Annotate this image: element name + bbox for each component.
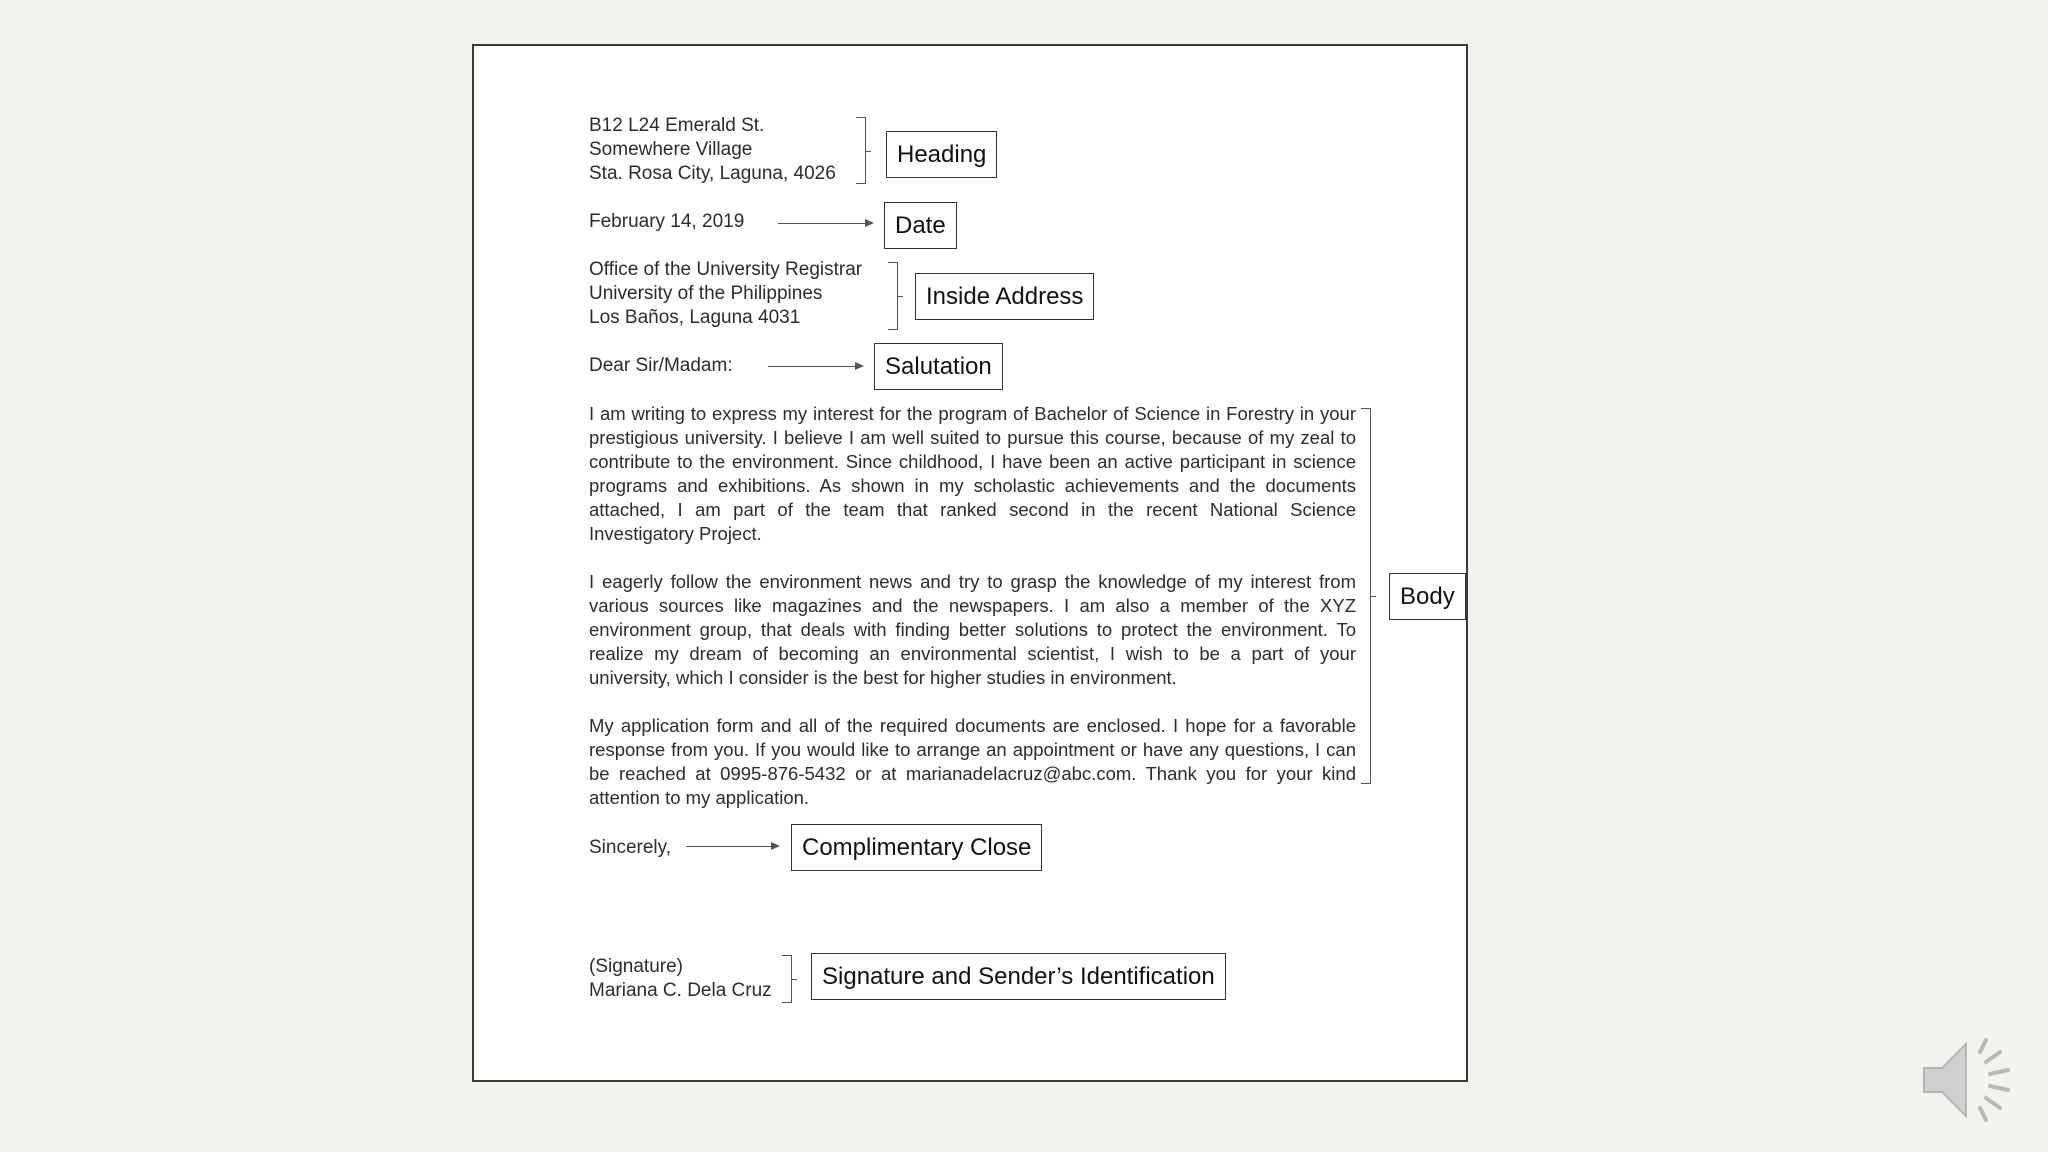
body-paragraph-2: I eagerly follow the environment news and try to grasp the knowledge of my interest from various sources like magazines and the newspapers. I am also a member of the XYZ environment group, that deals with finding better solutions to protect the environment. To realize my dream of becoming an environmental scientist, I wish to be a part of your university, which I consider is the best for higher studies in environment. xyxy=(589,571,1356,688)
speaker-icon-graphic xyxy=(1920,1028,2024,1128)
heading-line: Sta. Rosa City, Laguna, 4026 xyxy=(589,163,836,184)
heading-line: B12 L24 Emerald St. xyxy=(589,115,765,136)
heading-brace xyxy=(856,117,866,184)
inside-address-line: Los Baños, Laguna 4031 xyxy=(589,307,801,328)
date-arrow xyxy=(778,223,872,224)
body-label: Body xyxy=(1389,573,1466,620)
body-paragraph-1: I am writing to express my interest for the program of Bachelor of Science in Forestry in your prestigious university. I believe I am well suited to pursue this course, because of my zeal to contribute to the environment. Since childhood, I have been an active participant in science programs and exhibitions. As shown in my scholastic achievements and the documents attached, I am part of the team that ranked second in the recent National Science Investigatory Project. xyxy=(589,403,1356,544)
date-label: Date xyxy=(884,202,957,249)
close-label: Complimentary Close xyxy=(791,824,1042,871)
signature-line: Mariana C. Dela Cruz xyxy=(589,980,772,1001)
close-block xyxy=(589,836,671,860)
speaker-icon[interactable] xyxy=(1920,1028,2024,1128)
inside-address-line: Office of the University Registrar xyxy=(589,259,863,280)
signature-block xyxy=(589,955,772,1003)
salutation-arrow xyxy=(768,366,862,367)
close-arrow xyxy=(686,846,778,847)
signature-line: (Signature) xyxy=(589,956,683,977)
salutation-text: Dear Sir/Madam: xyxy=(589,355,733,376)
salutation-label: Salutation xyxy=(874,343,1003,390)
inside-address-brace xyxy=(888,262,898,330)
signature-brace xyxy=(782,955,792,1003)
inside-address-label: Inside Address xyxy=(915,273,1094,320)
heading-block xyxy=(589,114,836,186)
letter-sheet xyxy=(472,44,1468,1082)
close-text: Sincerely, xyxy=(589,837,672,858)
inside-address-line: University of the Philippines xyxy=(589,283,823,304)
heading-label: Heading xyxy=(886,131,997,178)
signature-label: Signature and Sender’s Identification xyxy=(811,953,1226,1000)
inside-address-block xyxy=(589,258,862,330)
heading-line: Somewhere Village xyxy=(589,139,753,160)
salutation-block xyxy=(589,354,733,378)
date-block xyxy=(589,210,744,234)
body-paragraph-3: My application form and all of the required documents are enclosed. I hope for a favorable response from you. If you would like to arrange an appointment or have any questions, I can be reached at 0995-876-5432 or at marianadelacruz@abc.com. Thank you for your kind attention to my application. xyxy=(589,715,1356,808)
date-text: February 14, 2019 xyxy=(589,211,745,232)
body-brace xyxy=(1361,408,1371,784)
